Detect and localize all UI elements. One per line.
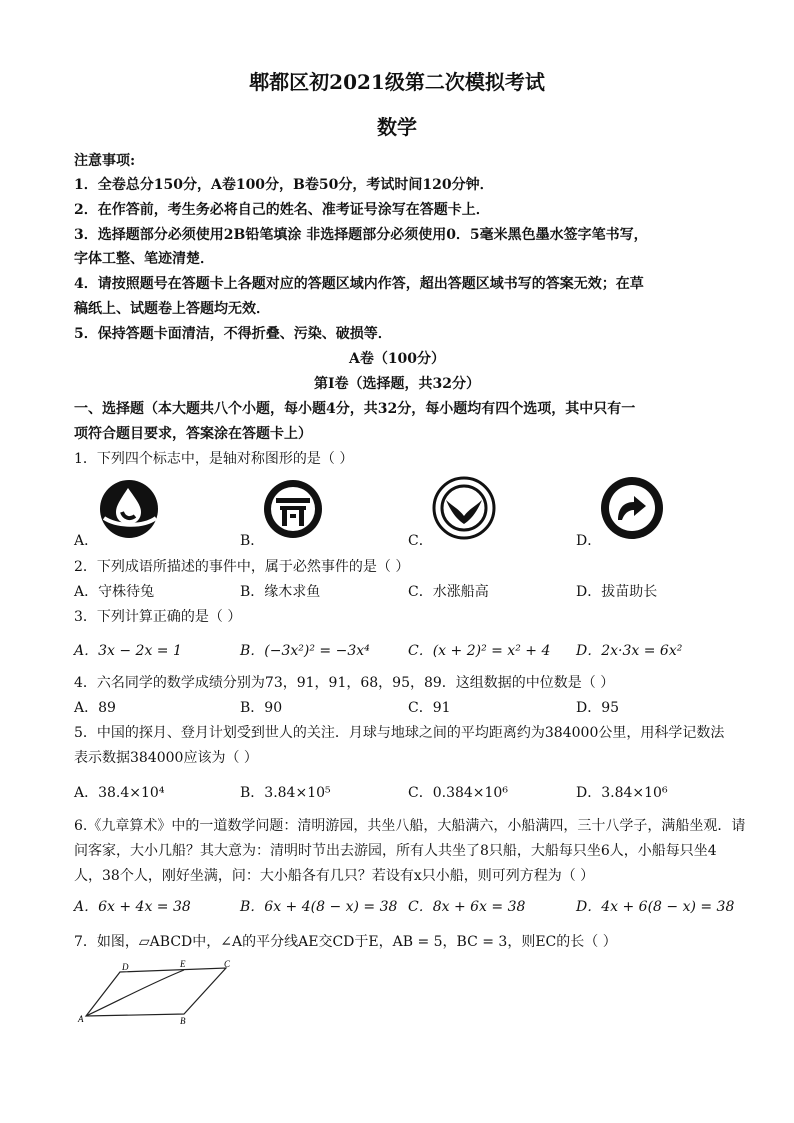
notice-item-3-cont: 字体工整、笔迹清楚．	[74, 251, 214, 267]
label-c: C	[224, 959, 231, 969]
q2-option-c: C．水涨船高	[408, 584, 489, 600]
notice-item-2: 2．在作答前，考生务必将自己的姓名、准考证号涂写在答题卡上．	[74, 202, 490, 218]
q5-option-c: C．0.384×10⁶	[408, 785, 508, 801]
choice-intro-line-1: 一、选择题（本大题共八个小题，每小题4分，共32分，每小题均有四个选项，其中只有一	[74, 401, 636, 417]
q5-stem-line-2: 表示数据384000应该为（ ）	[74, 750, 258, 766]
notice-item-4: 4．请按照题号在答题卡上各题对应的答题区域内作答，超出答题区域书写的答案无效；在草	[74, 276, 644, 292]
q3-stem: 3．下列计算正确的是（ ）	[74, 609, 242, 625]
q4-option-b: B．90	[240, 700, 283, 716]
notice-item-4-cont: 稿纸上、试题卷上答题均无效．	[74, 301, 270, 317]
q6-option-a: A．6x + 4x = 38	[74, 899, 191, 915]
label-e: E	[180, 959, 186, 969]
choice-intro-line-2: 项符合题目要求，答案涂在答题卡上）	[74, 426, 312, 442]
notice-item-1: 1．全卷总分150分，A卷100分，B卷50分，考试时间120分钟．	[74, 177, 494, 193]
q1-option-d: D．	[576, 533, 602, 549]
q3-option-c: C．(x + 2)² = x² + 4	[408, 643, 551, 659]
q1-stem: 1．下列四个标志中，是轴对称图形的是（ ）	[74, 451, 354, 467]
q4-option-d: D．95	[576, 700, 620, 716]
label-a: A	[78, 1014, 84, 1024]
notice-heading: 注意事项:	[74, 153, 136, 169]
q2-option-a: A．守株待兔	[74, 584, 155, 600]
q1-option-b: B．	[240, 533, 265, 549]
q6-stem-line-1: 6.《九章算术》中的一道数学问题：清明游园，共坐八船，大船满六，小船满四，三十八学子，满船坐观．请	[74, 818, 746, 834]
q2-option-d: D．拔苗助长	[576, 584, 658, 600]
part-1-heading: 第Ⅰ卷（选择题，共32分）	[313, 376, 481, 392]
notice-item-3: 3．选择题部分必须使用2B铅笔填涂 非选择题部分必须使用0．5毫米黑色墨水签字笔书写，	[74, 227, 648, 243]
q4-stem: 4．六名同学的数学成绩分别为73，91，91，68，95，89．这组数据的中位数是（ ）	[74, 675, 615, 691]
label-d: D	[122, 962, 129, 972]
notice-item-5: 5．保持答题卡面清洁，不得折叠、污染、破损等．	[74, 326, 392, 342]
q5-option-a: A．38.4×10⁴	[74, 785, 165, 801]
water-drop-icon	[98, 478, 160, 540]
q3-option-d: D．2x·3x = 6x²	[576, 643, 683, 659]
q6-stem-line-2: 问客家，大小几船？其大意为：清明时节出去游园，所有人共坐了8只船，大船每只坐6人，小船每只坐4	[74, 843, 717, 859]
q6-option-d: D．4x + 6(8 − x) = 38	[576, 899, 735, 915]
q5-option-b: B．3.84×10⁵	[240, 785, 331, 801]
section-a-heading: A卷（100分）	[348, 351, 446, 367]
q3-option-b: B．(−3x²)² = −3x⁴	[240, 643, 370, 659]
parallelogram-figure	[74, 958, 244, 1026]
exam-subject: 数学	[377, 115, 417, 139]
q6-stem-line-3: 人，38个人，刚好坐满，问：大小船各有几只？若设有x只小船，则可列方程为（ ）	[74, 868, 595, 884]
q4-option-c: C．91	[408, 700, 451, 716]
q2-stem: 2．下列成语所描述的事件中，属于必然事件的是（ ）	[74, 559, 410, 575]
q6-option-b: B．6x + 4(8 − x) = 38	[240, 899, 398, 915]
q7-stem: 7．如图，▱ABCD中，∠A的平分线AE交CD于E，AB = 5，BC = 3，则EC的长（ ）	[74, 934, 617, 950]
q4-option-a: A．89	[74, 700, 116, 716]
building-logo-icon	[262, 478, 324, 540]
q1-option-c: C．	[408, 533, 433, 549]
q5-option-d: D．3.84×10⁶	[576, 785, 668, 801]
label-b: B	[180, 1016, 186, 1026]
q2-option-b: B．缘木求鱼	[240, 584, 321, 600]
q6-option-c: C．8x + 6x = 38	[408, 899, 526, 915]
recycle-arrow-icon	[600, 476, 664, 540]
heart-leaf-logo-icon	[432, 476, 496, 540]
exam-title: 郫都区初2021级第二次模拟考试	[249, 70, 545, 94]
q5-stem-line-1: 5．中国的探月、登月计划受到世人的关注．月球与地球之间的平均距离约为384000公里，用科学记数法	[74, 725, 725, 741]
q1-option-a: A．	[74, 533, 99, 549]
q3-option-a: A．3x − 2x = 1	[74, 643, 182, 659]
